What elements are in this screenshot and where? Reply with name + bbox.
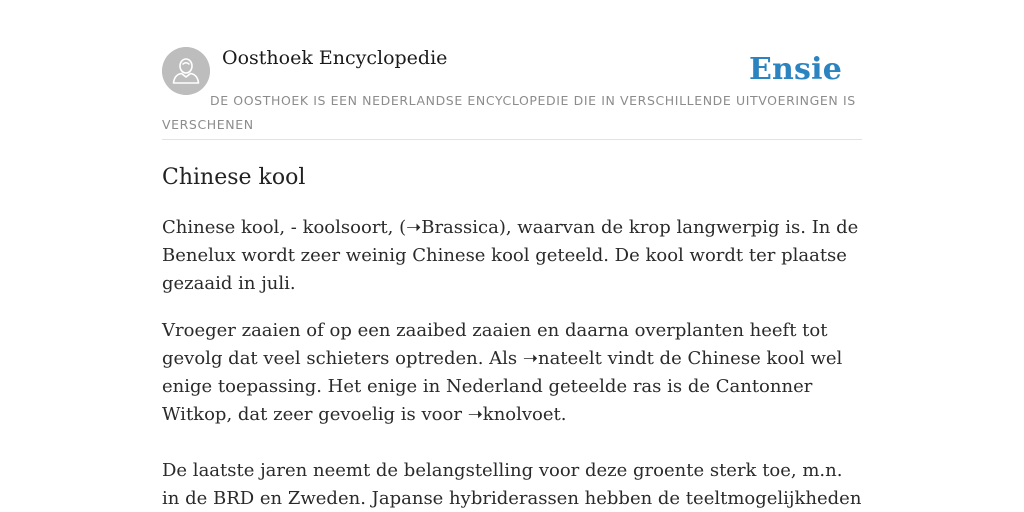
person-outline-icon [162,47,210,95]
arrow-right-icon: ➝ [406,217,422,238]
link-nateelt[interactable]: nateelt [537,348,602,369]
paragraph-gap [162,448,862,457]
article-paragraph [162,317,862,429]
article-title: Chinese kool [162,165,306,190]
paragraph-text: Chinese kool, - koolsoort, ( [162,217,407,238]
site-header [162,0,862,140]
link-knolvoet[interactable]: knolvoet [482,404,561,425]
user-avatar-icon[interactable] [162,47,210,95]
paragraph-text: . [560,404,567,425]
paragraph-text: ), waarvan de krop langwerpig is. In de Benelux wordt zeer weinig Chinese kool geteeld. De kool wordt ter plaatse gezaaid in juli. [162,217,859,294]
paragraph-text: Vroeger zaaien of op een zaaibed zaaien en daarna overplanten heeft tot gevolg dat veel schieters optreden. Als [162,320,828,369]
paragraph-text: vindt de Chinese kool wel enige toepassing. Het enige in Nederland geteelde ras is de Cantonner Witkop, dat zeer gevoelig is voor [162,348,843,425]
ensie-logo-link[interactable]: Ensie [748,52,842,87]
site-description: DE OOSTHOEK IS EEN NEDERLANDSE ENCYCLOPEDIE DIE IN VERSCHILLENDE UITVOERINGEN IS VERSCHENEN [162,93,856,132]
page-container [162,0,862,509]
article-body [162,214,862,512]
site-title[interactable]: Oosthoek Encyclopedie [222,47,448,69]
article [162,162,862,512]
article-paragraph [162,214,862,298]
link-brassica[interactable]: Brassica [421,217,499,238]
arrow-right-icon: ➝ [467,404,483,425]
arrow-right-icon: ➝ [522,348,538,369]
article-paragraph: De laatste jaren neemt de belangstelling voor deze groente sterk toe, m.n. in de BRD en Zweden. Japanse hybriderassen hebben de teeltmogelijkheden [162,460,862,509]
